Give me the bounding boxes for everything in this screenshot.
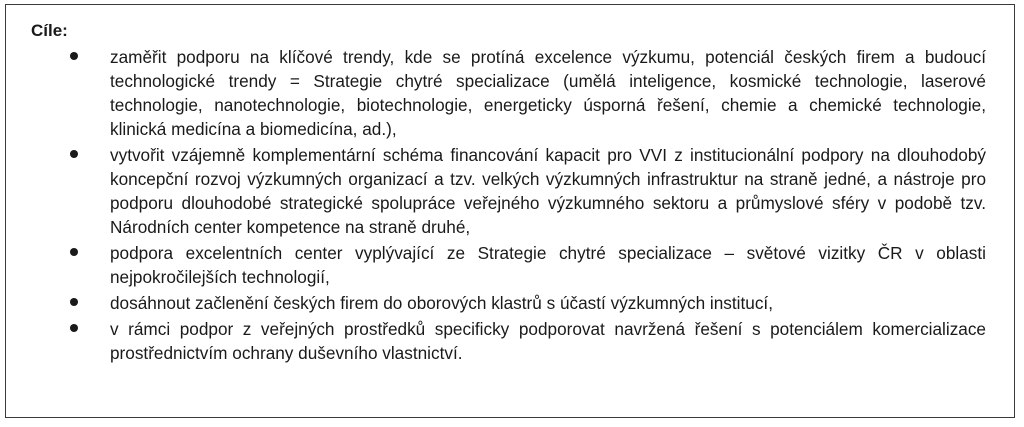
goal-item-5 [6,317,1016,365]
bullet-icon [70,52,78,60]
bullet-icon [70,248,78,256]
goal-item-1 [6,45,1016,141]
goal-text: vytvořit vzájemně komplementární schéma financování kapacit pro VVI z institucionální podpory na dlouhodobý koncepční rozvoj výzkumných organizací a tzv. velkých výzkumných infrastruktur na straně jedné, a nástroje pro podporu dlouhodobé strategické spolupráce veřejného výzkumného sektoru a průmyslové sféry v podobě tzv. Národních center kompetence na straně druhé, [110,145,986,237]
goals-heading: Cíle: [31,21,68,40]
bullet-icon [70,150,78,158]
bullet-icon [70,298,78,306]
goals-box [5,4,1015,418]
goal-item-2 [6,143,1016,239]
bullet-icon [70,324,78,332]
goals-list [6,45,1016,367]
goal-item-4 [6,291,1016,315]
goal-item-3 [6,241,1016,289]
goal-text: v rámci podpor z veřejných prostředků specificky podporovat navržená řešení s potenciálem komercializace prostřednictvím ochrany duševního vlastnictví. [110,319,986,363]
goal-text: dosáhnout začlenění českých firem do oborových klastrů s účastí výzkumných institucí, [110,293,773,313]
goal-text: podpora excelentních center vyplývající ze Strategie chytré specializace – světové vizitky ČR v oblasti nejpokročilejších technologií, [110,243,986,287]
goal-text: zaměřit podporu na klíčové trendy, kde se protíná excelence výzkumu, potenciál českých firem a budoucí technologické trendy = Strategie chytré specializace (umělá inteligence, kosmické technologie, laserové technologie, nanotechnologie, biotechnologie, energeticky úsporná řešení, chemie a chemické technologie, klinická medicína a biomedicína, ad.), [110,47,986,139]
